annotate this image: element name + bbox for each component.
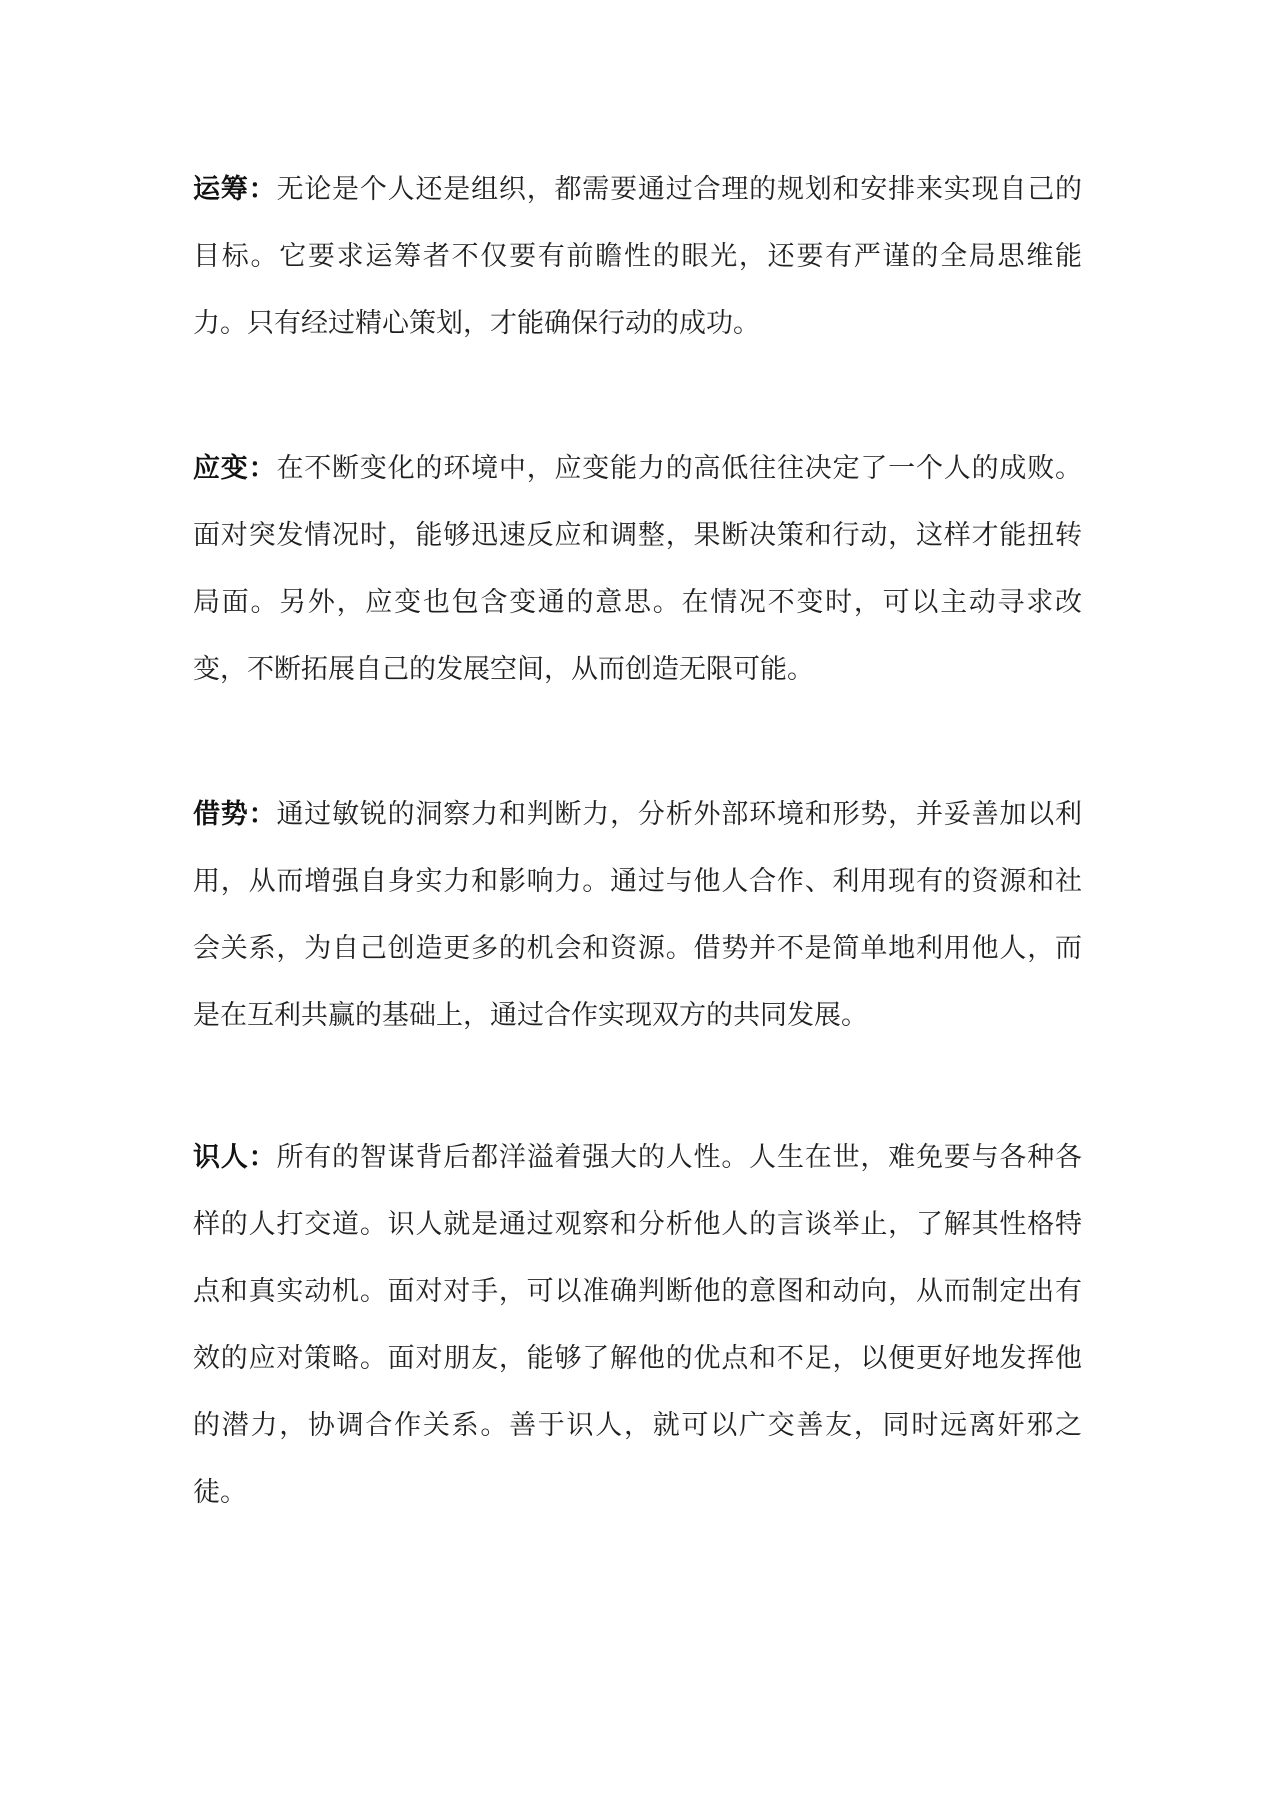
section-body: 所有的智谋背后都洋溢着强大的人性。人生在世，难免要与各种各样的人打交道。识人就是通过观察和分析他人的言谈举止，了解其性格特点和真实动机。面对对手，可以准确判断他的意图和动向，从而制定出有效的应对策略。面对朋友，能够了解他的优点和不足，以便更好地发挥他的潜力，协调合作关系。善于识人，就可以广交善友，同时远离奸邪之徒。 [193,1142,1083,1508]
section-shiren [193,1124,1082,1526]
section-term: 识人 [193,1142,249,1173]
section-yingbian [193,435,1082,703]
section-term: 借势 [193,799,249,830]
section-jieshi [193,781,1082,1049]
term-colon: ： [248,174,277,205]
section-term: 运筹 [193,174,249,205]
term-colon: ： [248,453,277,484]
section-yunchou [193,156,1082,357]
section-body: 在不断变化的环境中，应变能力的高低往往决定了一个人的成败。面对突发情况时，能够迅速反应和调整，果断决策和行动，这样才能扭转局面。另外，应变也包含变通的意思。在情况不变时，可以主动寻求改变，不断拓展自己的发展空间，从而创造无限可能。 [193,453,1083,685]
term-colon: ： [248,799,277,830]
term-colon: ： [248,1142,277,1173]
section-body: 无论是个人还是组织，都需要通过合理的规划和安排来实现自己的目标。它要求运筹者不仅要有前瞻性的眼光，还要有严谨的全局思维能力。只有经过精心策划，才能确保行动的成功。 [193,174,1083,339]
section-body: 通过敏锐的洞察力和判断力，分析外部环境和形势，并妥善加以利用，从而增强自身实力和影响力。通过与他人合作、利用现有的资源和社会关系，为自己创造更多的机会和资源。借势并不是简单地利用他人，而是在互利共赢的基础上，通过合作实现双方的共同发展。 [193,799,1083,1031]
section-term: 应变 [193,453,249,484]
